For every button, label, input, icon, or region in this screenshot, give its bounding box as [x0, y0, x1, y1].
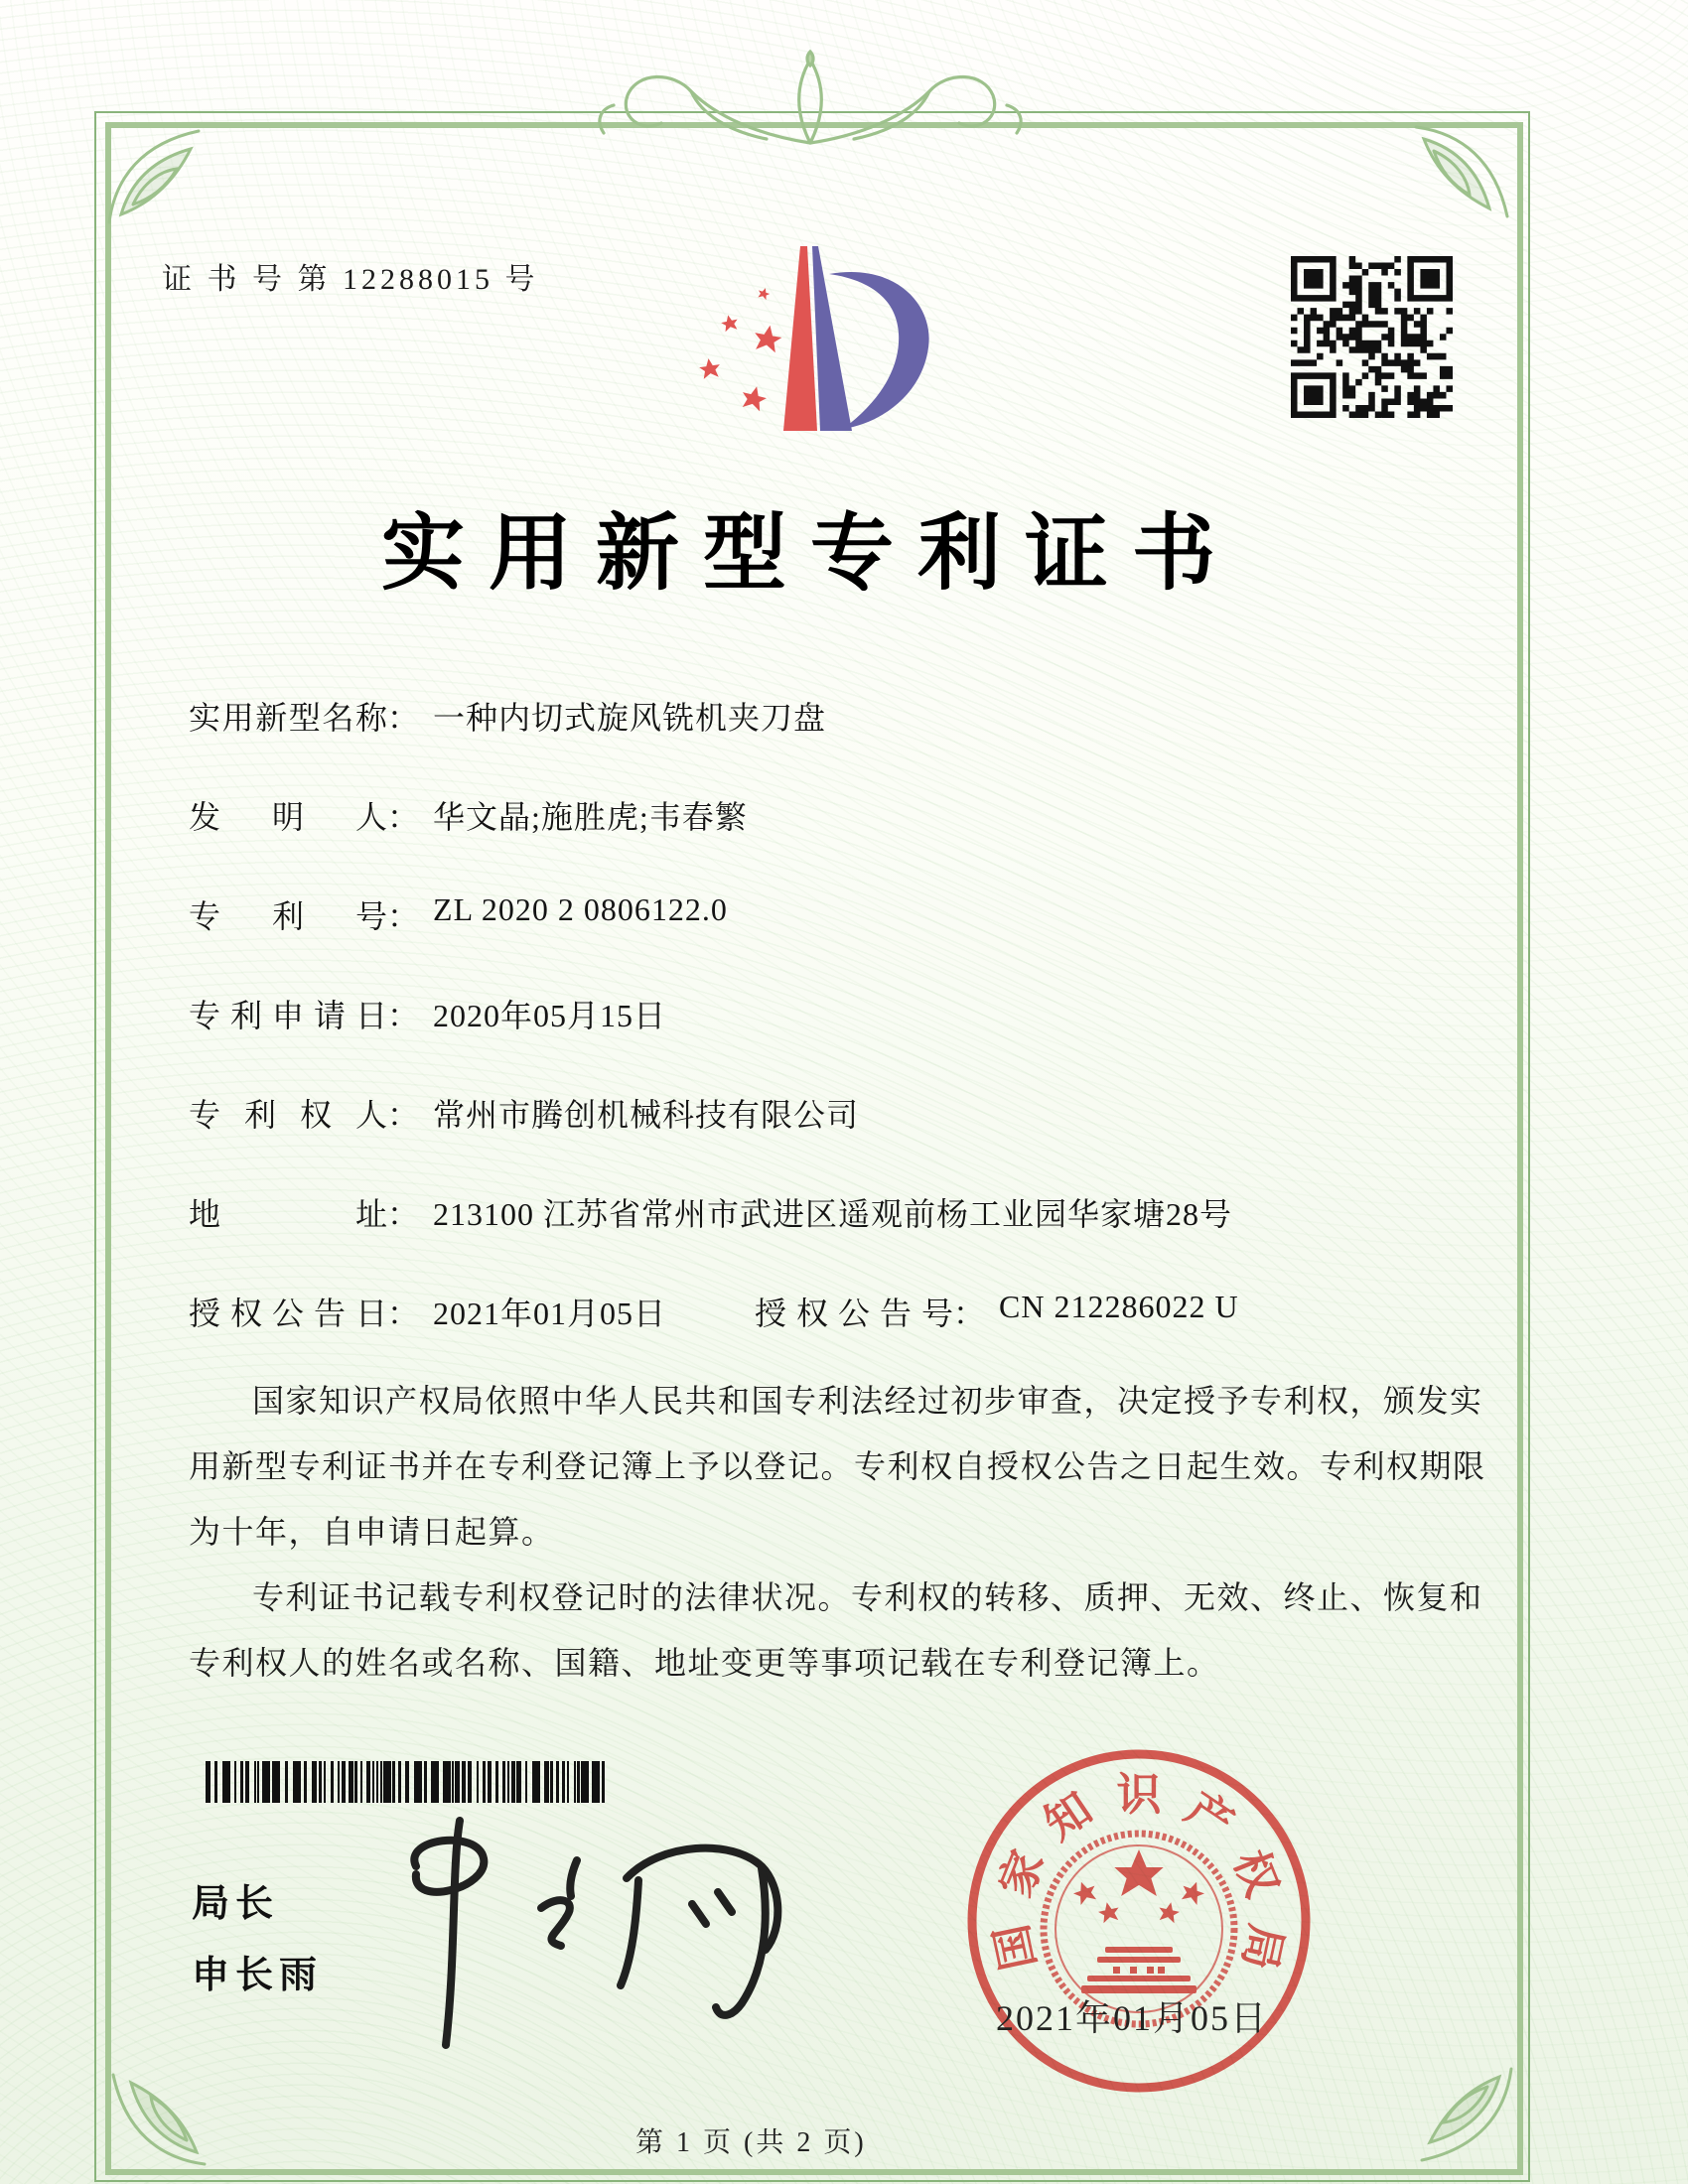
field-colon: ： [387, 1296, 420, 1331]
field-label: 专利权人 [189, 1097, 387, 1133]
field-label: 专利号 [189, 898, 387, 934]
field-label: 发明人 [189, 799, 387, 835]
field-value: 华文晶;施胜虎;韦春繁 [433, 799, 748, 835]
field-row-inventors [189, 792, 1509, 836]
field-colon: ： [387, 700, 420, 736]
field-colon: ： [387, 998, 420, 1033]
seal-char: 国 [986, 1920, 1045, 1975]
corner-ornament-top-right [1410, 119, 1519, 228]
field-pair-grant-number [755, 1289, 1239, 1334]
field-row-patentee [189, 1090, 1509, 1134]
field-value: 2021年01月05日 [433, 1296, 667, 1331]
seal-char: 知 [1036, 1783, 1101, 1850]
legal-paragraph-2: 专利证书记载专利权登记时的法律状况。专利权的转移、质押、无效、终止、恢复和专利权人的姓名或名称、国籍、地址变更等事项记载在专利登记簿上。 [189, 1579, 1483, 1681]
field-label: 地址 [189, 1196, 387, 1232]
field-row-filing-date [189, 991, 1509, 1034]
certificate-number: 证 书 号 第 12288015 号 [162, 263, 539, 296]
field-colon: ： [387, 799, 420, 835]
field-label: 授权公告日 [189, 1296, 387, 1331]
page-title: 实用新型专利证书 [380, 508, 1239, 601]
seal-char: 家 [990, 1843, 1054, 1904]
commissioner-name: 申长雨 [192, 1955, 324, 1996]
seal-char: 局 [1233, 1920, 1292, 1975]
legal-text-block [189, 1368, 1509, 1696]
field-value: 213100 江苏省常州市武进区遥观前杨工业园华家塘28号 [433, 1196, 1233, 1232]
corner-ornament-bottom-right [1410, 2063, 1519, 2172]
field-row-utility-model-name [189, 693, 1509, 737]
seal-date: 2021年01月05日 [995, 1998, 1269, 2038]
legal-paragraph-1: 国家知识产权局依照中华人民共和国专利法经过初步审查，决定授予专利权，颁发实用新型专利证书并在专利登记簿上予以登记。专利权自授权公告之日起生效。专利权期限为十年，自申请日起算。 [189, 1383, 1486, 1550]
field-value: 一种内切式旋风铣机夹刀盘 [433, 700, 827, 736]
corner-ornament-bottom-left [101, 2063, 211, 2172]
field-label: 授权公告号 [755, 1296, 953, 1331]
official-seal [958, 1740, 1320, 2102]
field-row-patent-number [189, 891, 1509, 935]
field-colon: ： [953, 1296, 986, 1331]
field-label: 专利申请日 [189, 998, 387, 1033]
commissioner-title: 局长 [192, 1883, 280, 1925]
field-row-address [189, 1189, 1509, 1233]
field-row-grant [189, 1289, 1509, 1332]
seal-char: 权 [1224, 1843, 1288, 1904]
field-colon: ： [387, 1097, 420, 1133]
field-label: 实用新型名称 [189, 700, 387, 736]
page-number: 第 1 页 (共 2 页) [635, 2127, 867, 2158]
cnipa-logo-icon [680, 236, 946, 453]
field-value: 常州市腾创机械科技有限公司 [433, 1097, 860, 1133]
qr-code [1291, 256, 1453, 418]
field-value: 2020年05月15日 [433, 998, 667, 1033]
field-value: ZL 2020 2 0806122.0 [433, 891, 728, 927]
seal-char: 识 [1116, 1770, 1162, 1820]
field-colon: ： [387, 898, 420, 934]
top-crest-ornament [526, 44, 1094, 159]
corner-ornament-top-left [101, 119, 211, 228]
field-value: CN 212286022 U [999, 1289, 1239, 1324]
seal-char: 产 [1177, 1783, 1242, 1850]
commissioner-signature [382, 1809, 819, 2057]
field-colon: ： [387, 1196, 420, 1232]
barcode [204, 1761, 611, 1803]
